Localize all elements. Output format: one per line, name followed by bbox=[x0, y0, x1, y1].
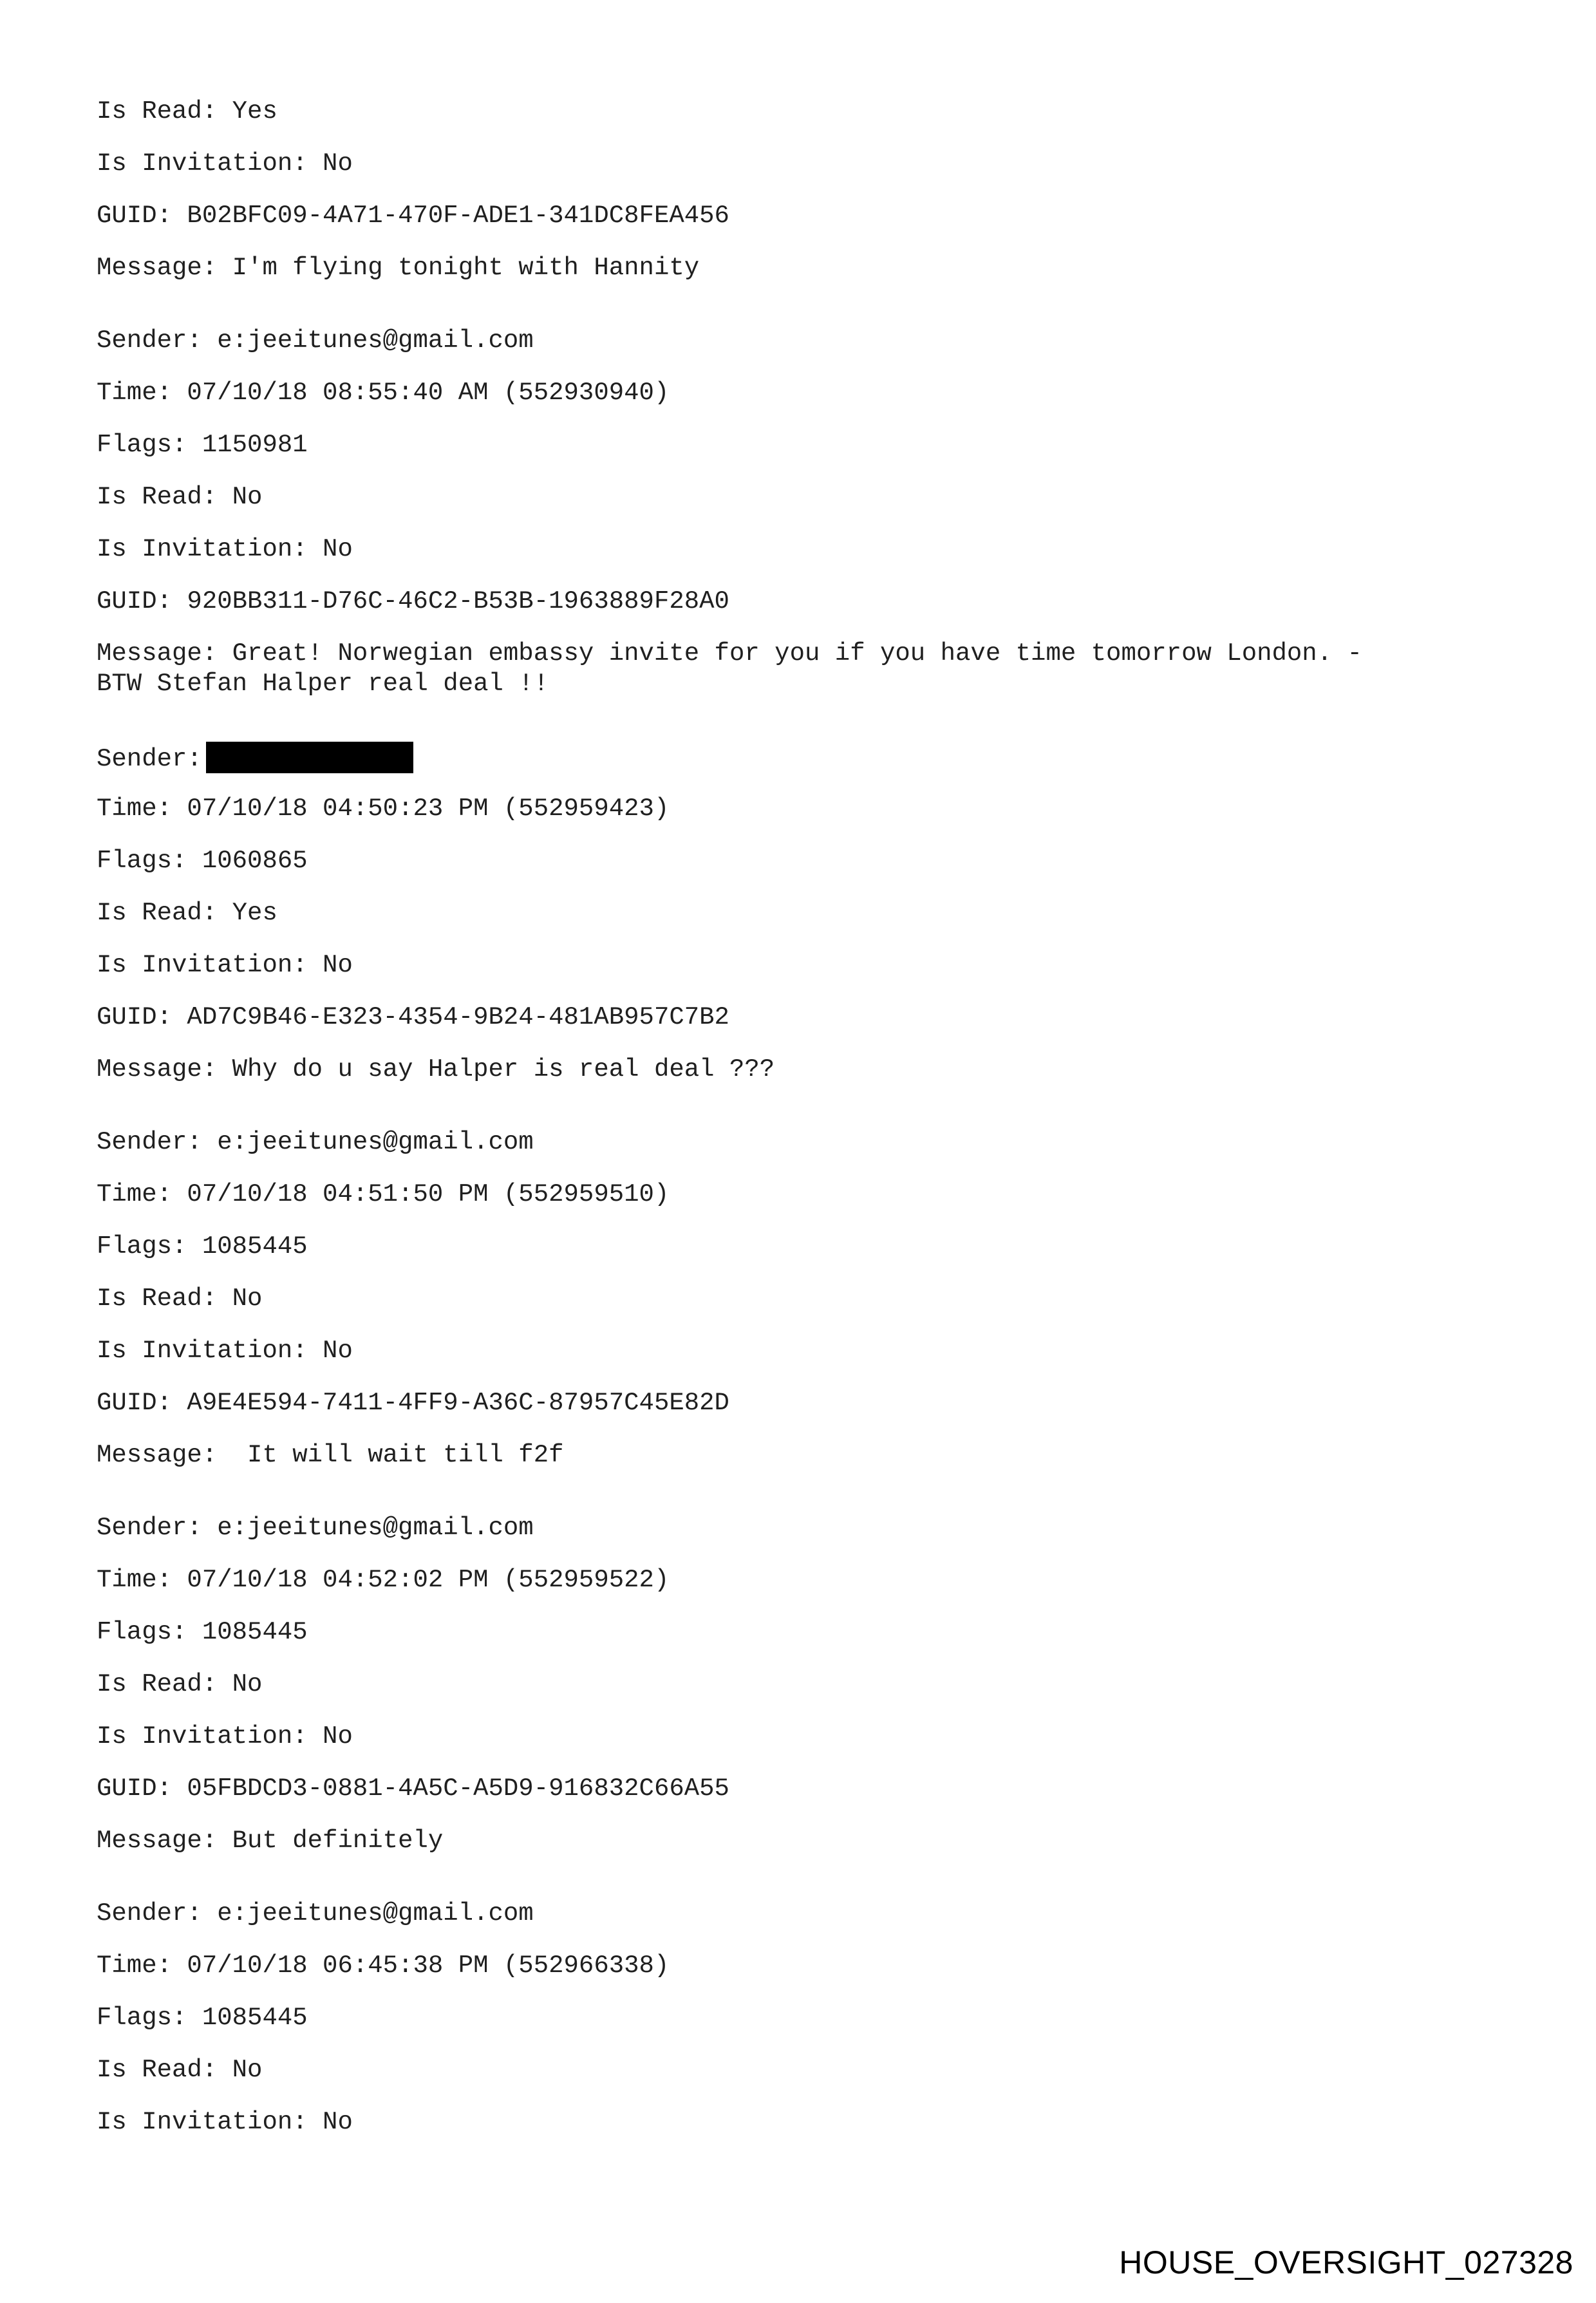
message-log bbox=[97, 97, 1513, 2159]
flags-line: Flags: 1085445 bbox=[97, 2004, 308, 2032]
message-line: Message: It will wait till f2f bbox=[97, 1441, 564, 1469]
message-record bbox=[97, 1513, 1513, 1856]
is-invitation-line: Is Invitation: No bbox=[97, 2108, 353, 2136]
sender-label: Sender: bbox=[97, 745, 202, 773]
is-invitation-line: Is Invitation: No bbox=[97, 149, 353, 178]
record-separator bbox=[97, 1085, 1513, 1127]
time-line: Time: 07/10/18 04:50:23 PM (552959423) bbox=[97, 794, 670, 823]
record-separator bbox=[97, 699, 1513, 742]
is-invitation-line: Is Invitation: No bbox=[97, 535, 353, 563]
message-record bbox=[97, 1127, 1513, 1471]
guid-line: GUID: 05FBDCD3-0881-4A5C-A5D9-916832C66A55 bbox=[97, 1774, 729, 1803]
sender-line: Sender: e:jeeitunes@gmail.com bbox=[97, 326, 534, 355]
is-read-line: Is Read: No bbox=[97, 1284, 263, 1313]
is-invitation-line: Is Invitation: No bbox=[97, 1722, 353, 1751]
sender-line: Sender: e:jeeitunes@gmail.com bbox=[97, 1514, 534, 1542]
is-read-line: Is Read: No bbox=[97, 483, 263, 511]
is-read-line: Is Read: No bbox=[97, 2056, 263, 2084]
is-invitation-line: Is Invitation: No bbox=[97, 951, 353, 979]
is-read-line: Is Read: Yes bbox=[97, 899, 277, 927]
flags-line: Flags: 1085445 bbox=[97, 1232, 308, 1261]
record-separator bbox=[97, 1471, 1513, 1513]
sender-line: Sender: e:jeeitunes@gmail.com bbox=[97, 1899, 534, 1928]
message-record bbox=[97, 1899, 1513, 2138]
record-separator bbox=[97, 1856, 1513, 1899]
guid-line: GUID: AD7C9B46-E323-4354-9B24-481AB957C7B2 bbox=[97, 1003, 729, 1031]
message-line: Message: I'm flying tonight with Hannity bbox=[97, 254, 700, 282]
sender-line bbox=[97, 742, 1513, 772]
sender-line: Sender: e:jeeitunes@gmail.com bbox=[97, 1128, 534, 1156]
message-line: Message: Great! Norwegian embassy invite for you if you have time tomorrow London. - BTW Stefan Halper real deal !! bbox=[97, 639, 1362, 698]
time-line: Time: 07/10/18 06:45:38 PM (552966338) bbox=[97, 1951, 670, 1980]
guid-line: GUID: B02BFC09-4A71-470F-ADE1-341DC8FEA456 bbox=[97, 202, 729, 230]
message-record bbox=[97, 326, 1513, 699]
flags-line: Flags: 1085445 bbox=[97, 1618, 308, 1646]
message-record bbox=[97, 97, 1513, 283]
guid-line: GUID: 920BB311-D76C-46C2-B53B-1963889F28A0 bbox=[97, 587, 729, 616]
record-separator bbox=[97, 283, 1513, 326]
time-line: Time: 07/10/18 08:55:40 AM (552930940) bbox=[97, 379, 670, 407]
bates-number: HOUSE_OVERSIGHT_027328 bbox=[1119, 2244, 1573, 2280]
is-read-line: Is Read: Yes bbox=[97, 97, 277, 126]
is-invitation-line: Is Invitation: No bbox=[97, 1337, 353, 1365]
flags-line: Flags: 1060865 bbox=[97, 847, 308, 875]
time-line: Time: 07/10/18 04:52:02 PM (552959522) bbox=[97, 1566, 670, 1594]
message-record bbox=[97, 742, 1513, 1085]
redaction-box bbox=[206, 742, 413, 773]
guid-line: GUID: A9E4E594-7411-4FF9-A36C-87957C45E82D bbox=[97, 1389, 729, 1417]
message-line: Message: Why do u say Halper is real deal ??? bbox=[97, 1055, 775, 1084]
is-read-line: Is Read: No bbox=[97, 1670, 263, 1698]
flags-line: Flags: 1150981 bbox=[97, 431, 308, 459]
time-line: Time: 07/10/18 04:51:50 PM (552959510) bbox=[97, 1180, 670, 1208]
message-line: Message: But definitely bbox=[97, 1827, 444, 1855]
